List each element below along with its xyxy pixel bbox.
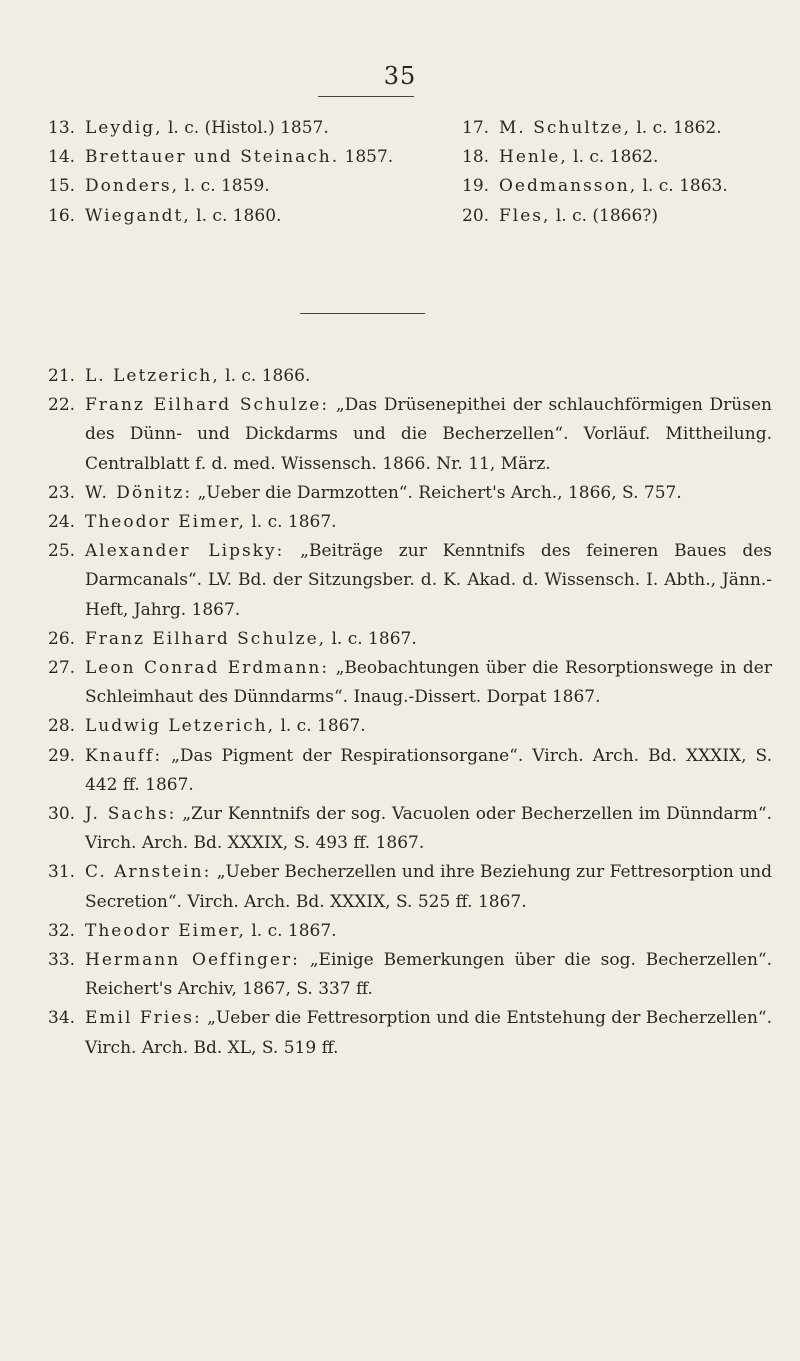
reference-details: „Ueber Becherzellen und ihre Beziehung zur Fettresorption und Secretion“. Virch. Arch. Bd. XXXIX, S. 525 ff. 1867.	[85, 862, 773, 912]
reference-author: J. Sachs:	[85, 804, 177, 825]
reference-details: l. c. 1862.	[573, 147, 659, 168]
reference-details: „Zur Kenntnifs der sog. Vacuolen oder Becherzellen im Dünndarm“. Virch. Arch. Bd. XXXIX, S. 493 ff. 1867.	[85, 804, 773, 854]
reference-author: Donders,	[85, 176, 180, 197]
reference-list	[48, 362, 772, 1063]
reference-details: l. c. 1860.	[196, 205, 282, 226]
reference-entry	[48, 537, 772, 625]
reference-entry	[48, 742, 772, 800]
reference-entry	[462, 143, 782, 172]
reference-number: 28.	[48, 716, 76, 737]
reference-number: 18.	[462, 147, 490, 168]
reference-entry	[48, 946, 772, 1004]
reference-author: Emil Fries:	[85, 1008, 202, 1029]
page-number: 35	[383, 62, 417, 90]
reference-details: l. c. 1863.	[642, 176, 728, 197]
reference-number: 24.	[48, 512, 76, 533]
reference-details: l. c. 1862.	[636, 118, 722, 138]
reference-entry	[462, 114, 782, 143]
reference-entry	[48, 114, 488, 143]
reference-details: „Ueber die Fettresorption und die Entstehung der Becherzellen“. Virch. Arch. Bd. XL, S. 519 ff.	[85, 1008, 772, 1058]
reference-author: Franz Eilhard Schulze:	[85, 395, 330, 416]
reference-entry	[48, 654, 772, 712]
reference-entry	[48, 508, 772, 537]
reference-entry	[48, 391, 772, 479]
reference-entry	[48, 172, 488, 201]
reference-entry	[48, 625, 772, 654]
reference-author: Hermann Oeffinger:	[85, 950, 300, 971]
reference-entry	[48, 202, 488, 231]
reference-author: W. Dönitz:	[85, 482, 193, 503]
section-separator	[300, 313, 425, 314]
reference-entry	[48, 917, 772, 946]
reference-details: „Beobachtungen über die Resorptionswege in der Schleimhaut des Dünndarms“. Inaug.-Dissert. Dorpat 1867.	[85, 658, 772, 708]
reference-author: L. Letzerich,	[85, 366, 220, 386]
page-number-rule	[318, 96, 414, 97]
reference-details: l. c. 1867.	[331, 628, 417, 649]
reference-author: Alexander Lipsky:	[85, 541, 285, 562]
reference-number: 25.	[48, 541, 76, 562]
reference-author: Oedmansson,	[499, 176, 638, 197]
reference-author: Knauff:	[85, 745, 163, 766]
reference-details: l. c. 1867.	[251, 512, 337, 533]
reference-details: l. c. 1867.	[280, 716, 366, 737]
reference-author: Henle,	[499, 147, 568, 168]
top-references-left-column	[48, 114, 488, 231]
reference-number: 21.	[48, 366, 76, 386]
reference-author: M. Schultze,	[499, 118, 631, 138]
reference-entry	[462, 202, 782, 231]
reference-entry	[48, 479, 772, 508]
reference-details: „Das Drüsenepithei der schlauchförmigen Drüsen des Dünn- und Dickdarms und die Becherzellen“. Vorläuf. Mittheilung. Centralblatt f. d. med. Wissensch. 1866. Nr. 11, März.	[85, 395, 772, 474]
reference-author: Theodor Eimer,	[85, 512, 246, 533]
reference-details: l. c. 1866.	[225, 366, 311, 386]
top-references-right-column	[462, 114, 782, 231]
reference-details: l. c. (Histol.) 1857.	[167, 118, 329, 138]
reference-details: l. c. (1866?)	[555, 205, 659, 226]
reference-number: 17.	[462, 118, 490, 138]
reference-details: „Einige Bemerkungen über die sog. Becherzellen“. Reichert's Archiv, 1867, S. 337 ff.	[85, 950, 772, 1000]
reference-entry	[48, 1004, 772, 1062]
reference-number: 29.	[48, 745, 76, 766]
reference-author: C. Arnstein:	[85, 862, 212, 883]
reference-author: Theodor Eimer,	[85, 920, 246, 941]
reference-number: 23.	[48, 482, 76, 503]
reference-entry	[48, 362, 772, 391]
reference-number: 13.	[48, 118, 76, 138]
reference-entry	[462, 172, 782, 201]
reference-author: Ludwig Letzerich,	[85, 716, 276, 737]
reference-number: 22.	[48, 395, 76, 416]
reference-number: 32.	[48, 920, 76, 941]
reference-author: Brettauer und Steinach.	[85, 147, 340, 168]
reference-number: 20.	[462, 205, 490, 226]
reference-number: 14.	[48, 147, 76, 168]
reference-details: l. c. 1867.	[251, 920, 337, 941]
reference-details: „Ueber die Darmzotten“. Reichert's Arch., 1866, S. 757.	[197, 482, 682, 503]
reference-author: Franz Eilhard Schulze,	[85, 628, 327, 649]
reference-author: Wiegandt,	[85, 205, 191, 226]
reference-author: Leydig,	[85, 118, 163, 138]
reference-details: 1857.	[344, 147, 394, 168]
reference-entry	[48, 143, 488, 172]
reference-number: 19.	[462, 176, 490, 197]
reference-entry	[48, 858, 772, 916]
reference-author: Leon Conrad Erdmann:	[85, 658, 330, 679]
reference-details: „Das Pigment der Respirationsorgane“. Virch. Arch. Bd. XXXIX, S. 442 ff. 1867.	[85, 745, 773, 795]
reference-entry	[48, 800, 772, 858]
reference-number: 34.	[48, 1008, 76, 1029]
reference-number: 16.	[48, 205, 76, 226]
reference-author: Fles,	[499, 205, 551, 226]
reference-number: 27.	[48, 658, 76, 679]
reference-number: 15.	[48, 176, 76, 197]
reference-number: 33.	[48, 950, 76, 971]
reference-entry	[48, 712, 772, 741]
reference-number: 31.	[48, 862, 76, 883]
reference-number: 30.	[48, 804, 76, 825]
reference-number: 26.	[48, 628, 76, 649]
reference-details: l. c. 1859.	[184, 176, 270, 197]
reference-details: „Beiträge zur Kenntnifs des feineren Baues des Darmcanals“. LV. Bd. der Sitzungsber. d. K. Akad. d. Wissensch. I. Abth., Jänn.-Heft, Jahrg. 1867.	[85, 541, 773, 620]
